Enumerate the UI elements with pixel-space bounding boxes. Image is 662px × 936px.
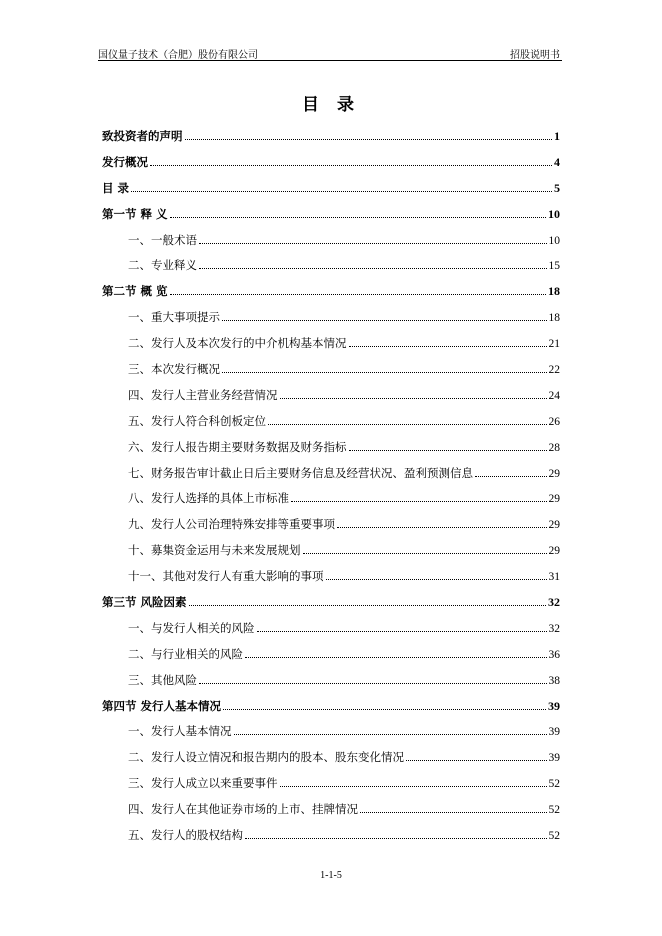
toc-entry-page: 32 xyxy=(548,622,560,635)
toc-dot-leader xyxy=(349,450,547,451)
toc-entry-page: 52 xyxy=(548,830,560,843)
toc-entry-title: 二、与行业相关的风险 xyxy=(128,646,243,661)
toc-section-entry[interactable] xyxy=(102,593,560,619)
toc-dot-leader xyxy=(360,812,547,813)
toc-entry-title: 五、发行人符合科创板定位 xyxy=(128,413,266,428)
toc-section-entry[interactable] xyxy=(102,205,560,231)
toc-entry-title: 第二节 概 览 xyxy=(102,284,168,299)
toc-entry-title: 目 录 xyxy=(102,180,130,195)
toc-entry-page: 4 xyxy=(554,154,560,169)
toc-section-entry[interactable] xyxy=(102,127,560,153)
toc-dot-leader xyxy=(280,786,547,787)
toc-entry-title: 一、重大事项提示 xyxy=(128,310,220,325)
toc-dot-leader xyxy=(280,398,547,399)
toc-entry-page: 5 xyxy=(554,180,560,195)
toc-entry-page: 29 xyxy=(548,545,560,558)
toc-entry-page: 29 xyxy=(548,519,560,532)
toc-entry-title: 第三节 风险因素 xyxy=(102,595,187,610)
toc-section-entry[interactable] xyxy=(102,697,560,723)
toc-entry-page: 39 xyxy=(548,698,560,713)
toc-subsection-entry[interactable] xyxy=(102,774,560,800)
toc-entry-page: 39 xyxy=(548,752,560,765)
toc-subsection-entry[interactable] xyxy=(102,515,560,541)
toc-dot-leader xyxy=(222,320,547,321)
toc-dot-leader xyxy=(189,605,546,606)
toc-subsection-entry[interactable] xyxy=(102,360,560,386)
toc-entry-title: 三、发行人成立以来重要事件 xyxy=(128,776,278,791)
toc-subsection-entry[interactable] xyxy=(102,645,560,671)
toc-entry-title: 一、与发行人相关的风险 xyxy=(128,620,255,635)
toc-entry-title: 八、发行人选择的具体上市标准 xyxy=(128,491,289,506)
toc-entry-title: 六、发行人报告期主要财务数据及财务指标 xyxy=(128,439,347,454)
toc-entry-page: 18 xyxy=(548,284,560,299)
toc-subsection-entry[interactable] xyxy=(102,541,560,567)
toc-entry-page: 15 xyxy=(548,260,560,273)
toc-subsection-entry[interactable] xyxy=(102,308,560,334)
toc-subsection-entry[interactable] xyxy=(102,567,560,593)
toc-section-entry[interactable] xyxy=(102,179,560,205)
toc-entry-page: 52 xyxy=(548,804,560,817)
toc-entry-page: 28 xyxy=(548,441,560,454)
toc-subsection-entry[interactable] xyxy=(102,671,560,697)
toc-entry-title: 四、发行人在其他证券市场的上市、挂牌情况 xyxy=(128,802,358,817)
toc-subsection-entry[interactable] xyxy=(102,464,560,490)
toc-dot-leader xyxy=(234,734,547,735)
toc-entry-page: 29 xyxy=(548,467,560,480)
toc-subsection-entry[interactable] xyxy=(102,256,560,282)
header-company-name: 国仪量子技术（合肥）股份有限公司 xyxy=(98,50,258,61)
toc-subsection-entry[interactable] xyxy=(102,438,560,464)
toc-entry-page: 21 xyxy=(548,338,560,351)
toc-dot-leader xyxy=(170,294,546,295)
toc-entry-page: 38 xyxy=(548,674,560,687)
toc-dot-leader xyxy=(291,501,547,502)
toc-subsection-entry[interactable] xyxy=(102,800,560,826)
table-of-contents xyxy=(102,127,560,852)
toc-dot-leader xyxy=(199,683,547,684)
toc-entry-title: 第四节 发行人基本情况 xyxy=(102,698,222,713)
toc-entry-page: 26 xyxy=(548,415,560,428)
toc-section-entry[interactable] xyxy=(102,282,560,308)
toc-subsection-entry[interactable] xyxy=(102,334,560,360)
toc-entry-page: 18 xyxy=(548,312,560,325)
toc-entry-title: 一、发行人基本情况 xyxy=(128,724,232,739)
toc-dot-leader xyxy=(349,346,547,347)
toc-entry-page: 52 xyxy=(548,778,560,791)
toc-dot-leader xyxy=(223,709,546,710)
toc-entry-title: 三、其他风险 xyxy=(128,672,197,687)
toc-entry-page: 24 xyxy=(548,389,560,402)
toc-entry-page: 36 xyxy=(548,648,560,661)
header-document-type: 招股说明书 xyxy=(510,50,560,61)
toc-subsection-entry[interactable] xyxy=(102,826,560,852)
toc-dot-leader xyxy=(326,579,547,580)
toc-entry-title: 五、发行人的股权结构 xyxy=(128,828,243,843)
toc-subsection-entry[interactable] xyxy=(102,489,560,515)
page-title: 目 录 xyxy=(302,95,360,115)
toc-dot-leader xyxy=(303,553,547,554)
toc-entry-page: 10 xyxy=(548,206,560,221)
toc-entry-title: 三、本次发行概况 xyxy=(128,362,220,377)
toc-dot-leader xyxy=(131,191,552,192)
toc-entry-page: 29 xyxy=(548,493,560,506)
toc-entry-page: 1 xyxy=(554,129,560,143)
toc-dot-leader xyxy=(199,268,547,269)
toc-entry-title: 二、发行人设立情况和报告期内的股本、股东变化情况 xyxy=(128,750,404,765)
toc-subsection-entry[interactable] xyxy=(102,619,560,645)
toc-entry-title: 七、财务报告审计截止日后主要财务信息及经营状况、盈利预测信息 xyxy=(128,465,473,480)
toc-dot-leader xyxy=(199,243,547,244)
toc-dot-leader xyxy=(150,165,552,166)
toc-dot-leader xyxy=(337,527,547,528)
toc-section-entry[interactable] xyxy=(102,153,560,179)
toc-dot-leader xyxy=(245,657,547,658)
toc-dot-leader xyxy=(222,372,547,373)
toc-dot-leader xyxy=(245,838,547,839)
toc-entry-page: 10 xyxy=(548,234,560,247)
toc-entry-title: 致投资者的声明 xyxy=(102,129,183,143)
toc-subsection-entry[interactable] xyxy=(102,386,560,412)
toc-entry-title: 二、专业释义 xyxy=(128,258,197,273)
toc-dot-leader xyxy=(268,424,547,425)
toc-entry-page: 32 xyxy=(548,595,560,610)
toc-entry-title: 十、募集资金运用与未来发展规划 xyxy=(128,543,301,558)
toc-dot-leader xyxy=(475,476,547,477)
toc-entry-title: 四、发行人主营业务经营情况 xyxy=(128,387,278,402)
toc-entry-page: 39 xyxy=(548,726,560,739)
toc-entry-page: 31 xyxy=(548,571,560,584)
toc-entry-title: 九、发行人公司治理特殊安排等重要事项 xyxy=(128,517,335,532)
header-divider xyxy=(98,60,562,61)
page-number: 1-1-5 xyxy=(320,870,342,881)
toc-dot-leader xyxy=(257,631,547,632)
toc-subsection-entry[interactable] xyxy=(102,412,560,438)
toc-entry-title: 第一节 释 义 xyxy=(102,206,168,221)
toc-entry-title: 十一、其他对发行人有重大影响的事项 xyxy=(128,569,324,584)
toc-entry-title: 发行概况 xyxy=(102,154,148,169)
toc-subsection-entry[interactable] xyxy=(102,748,560,774)
toc-dot-leader xyxy=(185,139,553,140)
toc-entry-title: 一、一般术语 xyxy=(128,232,197,247)
toc-subsection-entry[interactable] xyxy=(102,722,560,748)
toc-dot-leader xyxy=(406,760,547,761)
toc-subsection-entry[interactable] xyxy=(102,231,560,257)
toc-entry-title: 二、发行人及本次发行的中介机构基本情况 xyxy=(128,336,347,351)
toc-dot-leader xyxy=(170,217,546,218)
toc-entry-page: 22 xyxy=(548,364,560,377)
